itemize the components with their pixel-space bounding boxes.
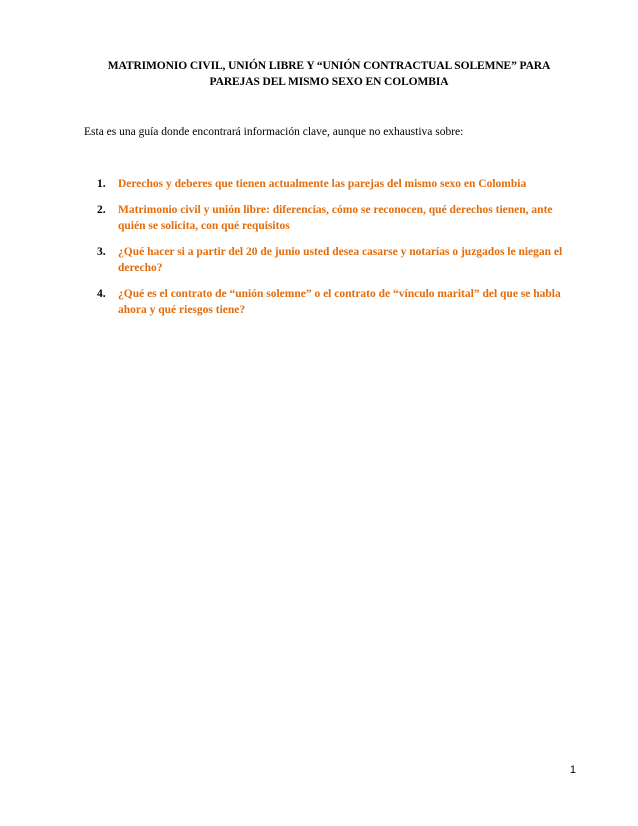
list-item-number: 4. [97, 288, 106, 300]
list-item [97, 286, 577, 318]
list-item-text: ¿Qué hacer si a partir del 20 de junio usted desea casarse y notarías o juzgados le niegan el derecho? [118, 246, 563, 274]
list-item-number: 1. [97, 178, 106, 190]
list-item [97, 202, 577, 234]
topic-list [97, 176, 577, 328]
intro-paragraph: Esta es una guía donde encontrará información clave, aunque no exhaustiva sobre: [84, 126, 464, 138]
list-item [97, 176, 577, 192]
list-item-text: Derechos y deberes que tienen actualmente las parejas del mismo sexo en Colombia [118, 178, 527, 190]
list-item [97, 244, 577, 276]
document-title [70, 58, 588, 90]
list-item-text: Matrimonio civil y unión libre: diferencias, cómo se reconocen, qué derechos tienen, ante quién se solicita, con qué requisitos [118, 204, 553, 232]
list-item-number: 2. [97, 204, 106, 216]
title-line-1: MATRIMONIO CIVIL, UNIÓN LIBRE Y “UNIÓN CONTRACTUAL SOLEMNE” PARA [107, 60, 551, 72]
list-item-text: ¿Qué es el contrato de “unión solemne” o el contrato de “vínculo marital” del que se habla ahora y qué riesgos tiene? [118, 288, 561, 316]
list-item-number: 3. [97, 246, 106, 258]
title-line-2: PAREJAS DEL MISMO SEXO EN COLOMBIA [209, 76, 449, 88]
page-number: 1 [569, 764, 576, 776]
